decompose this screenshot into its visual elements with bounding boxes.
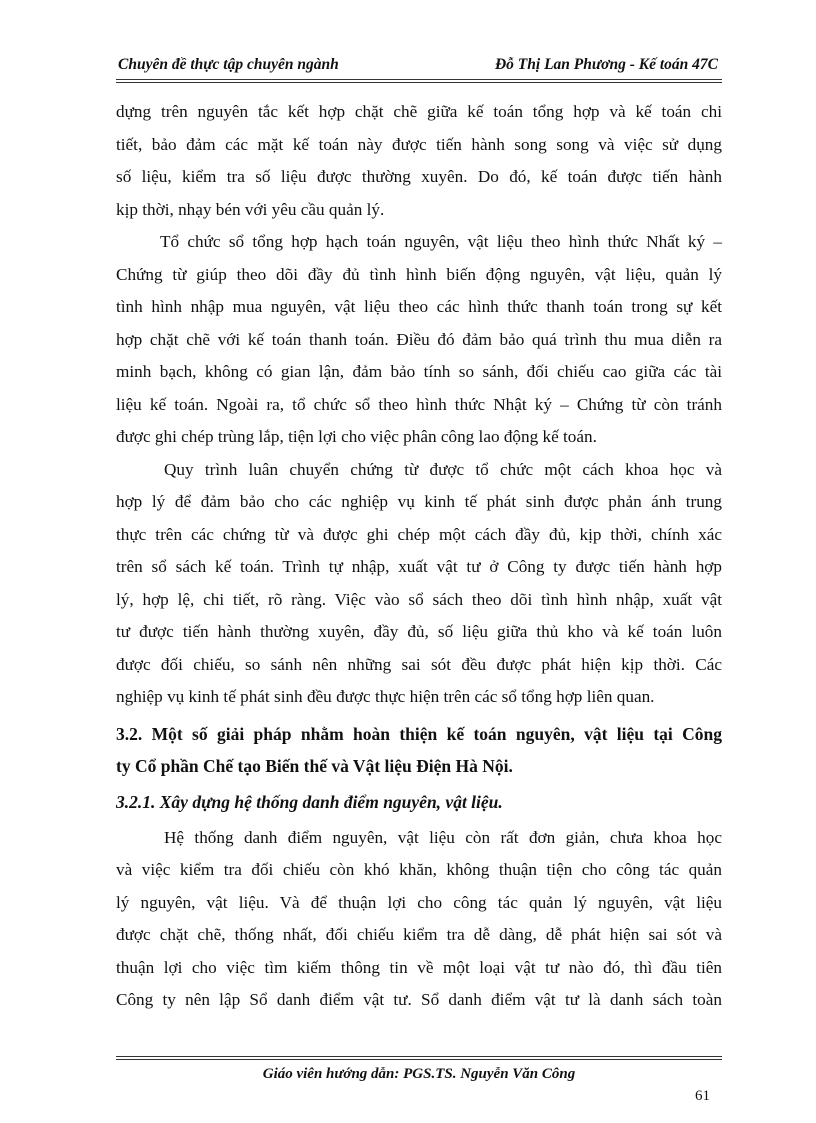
text-line: trên sổ sách kế toán. Trình tự nhập, xuất vật tư ở Công ty được tiến hành hợp <box>116 557 722 576</box>
text-line: và việc kiểm tra đối chiếu còn khó khăn, không thuận tiện cho công tác quản <box>116 860 722 879</box>
header-course-title: Chuyên đề thực tập chuyên ngành <box>118 56 339 73</box>
text-line: được đối chiếu, so sánh nên những sai sót đều được phát hiện kịp thời. Các <box>116 654 722 674</box>
paragraph-1 <box>116 96 722 226</box>
header-rule-bottom <box>116 82 722 83</box>
text-line: nghiệp vụ kinh tế phát sinh đều được thực hiện trên các sổ tổng hợp liên quan. <box>116 687 655 706</box>
text-line: thực trên các chứng từ và được ghi chép một cách đầy đủ, kịp thời, chính xác <box>116 524 722 544</box>
text-line: tiết, bảo đảm các mặt kế toán này được tiến hành song song và việc sử dụng <box>116 134 722 154</box>
page-body <box>116 96 722 1017</box>
text-line: hợp lý để đảm bảo cho các nghiệp vụ kinh tế phát sinh được phản ánh trung <box>116 492 722 511</box>
paragraph-4 <box>116 822 722 1017</box>
text-line: hợp chặt chẽ với kế toán thanh toán. Điều đó đảm bảo quá trình thu mua diễn ra <box>116 329 722 349</box>
text-line: Quy trình luân chuyển chứng từ được tổ chức một cách khoa học và <box>164 459 722 479</box>
heading-line: 3.2. Một số giải pháp nhằm hoàn thiện kế toán nguyên, vật liệu tại Công <box>116 723 722 744</box>
text-line: minh bạch, không có gian lận, đảm bảo tính so sánh, đối chiếu cao giữa các tài <box>116 362 722 381</box>
text-line: được chặt chẽ, thống nhất, đối chiếu kiểm tra dễ dàng, dễ phát hiện sai sót và <box>116 925 722 944</box>
text-line: dựng trên nguyên tắc kết hợp chặt chẽ giữa kế toán tổng hợp và kế toán chi <box>116 102 722 121</box>
heading-line: ty Cổ phần Chế tạo Biến thế và Vật liệu Điện Hà Nội. <box>116 755 513 776</box>
text-line: Chứng từ giúp theo dõi đầy đủ tình hình biến động nguyên, vật liệu, quản lý <box>116 264 722 284</box>
text-line: Hệ thống danh điểm nguyên, vật liệu còn rất đơn giản, chưa khoa học <box>164 827 722 847</box>
text-line: kịp thời, nhạy bén với yêu cầu quản lý. <box>116 199 385 219</box>
text-line: Công ty nên lập Sổ danh điểm vật tư. Sổ danh điểm vật tư là danh sách toàn <box>116 990 722 1009</box>
text-line: tình hình nhập mua nguyên, vật liệu theo các hình thức thanh toán trong sự kết <box>116 297 722 316</box>
page-number: 61 <box>695 1088 710 1104</box>
header-author: Đỗ Thị Lan Phương - Kế toán 47C <box>494 56 718 73</box>
text-line: được ghi chép trùng lắp, tiện lợi cho việc phân công lao động kế toán. <box>116 427 597 446</box>
text-line: thuận lợi cho việc tìm kiếm thông tin về một loại vật tư nào đó, thì đầu tiên <box>116 957 722 977</box>
header-rule-top <box>116 79 722 80</box>
text-line: số liệu, kiểm tra số liệu được thường xuyên. Do đó, kế toán được tiến hành <box>116 167 722 186</box>
footer-rule-top <box>116 1056 722 1057</box>
section-heading <box>116 718 722 782</box>
text-line: lý, hợp lệ, chi tiết, rõ ràng. Việc vào sổ sách theo dõi tình hình nhập, xuất vật <box>116 589 722 609</box>
paragraph-2 <box>116 226 722 454</box>
text-line: Tổ chức sổ tổng hợp hạch toán nguyên, vật liệu theo hình thức Nhất ký – <box>160 232 722 251</box>
subsection-heading: 3.2.1. Xây dựng hệ thống danh điểm nguyên, vật liệu. <box>116 791 503 812</box>
paragraph-3 <box>116 454 722 714</box>
text-line: lý nguyên, vật liệu. Và để thuận lợi cho công tác quản lý nguyên, vật liệu <box>116 892 722 912</box>
page-header <box>116 56 720 80</box>
footer-advisor: Giáo viên hướng dẫn: PGS.TS. Nguyễn Văn Công <box>262 1066 576 1082</box>
text-line: tư được tiến hành thường xuyên, đầy đủ, số liệu giữa thủ kho và kế toán luôn <box>116 622 722 641</box>
footer-rule-bottom <box>116 1059 722 1060</box>
text-line: liệu kế toán. Ngoài ra, tổ chức sổ theo hình thức Nhật ký – Chứng từ còn tránh <box>116 394 722 414</box>
